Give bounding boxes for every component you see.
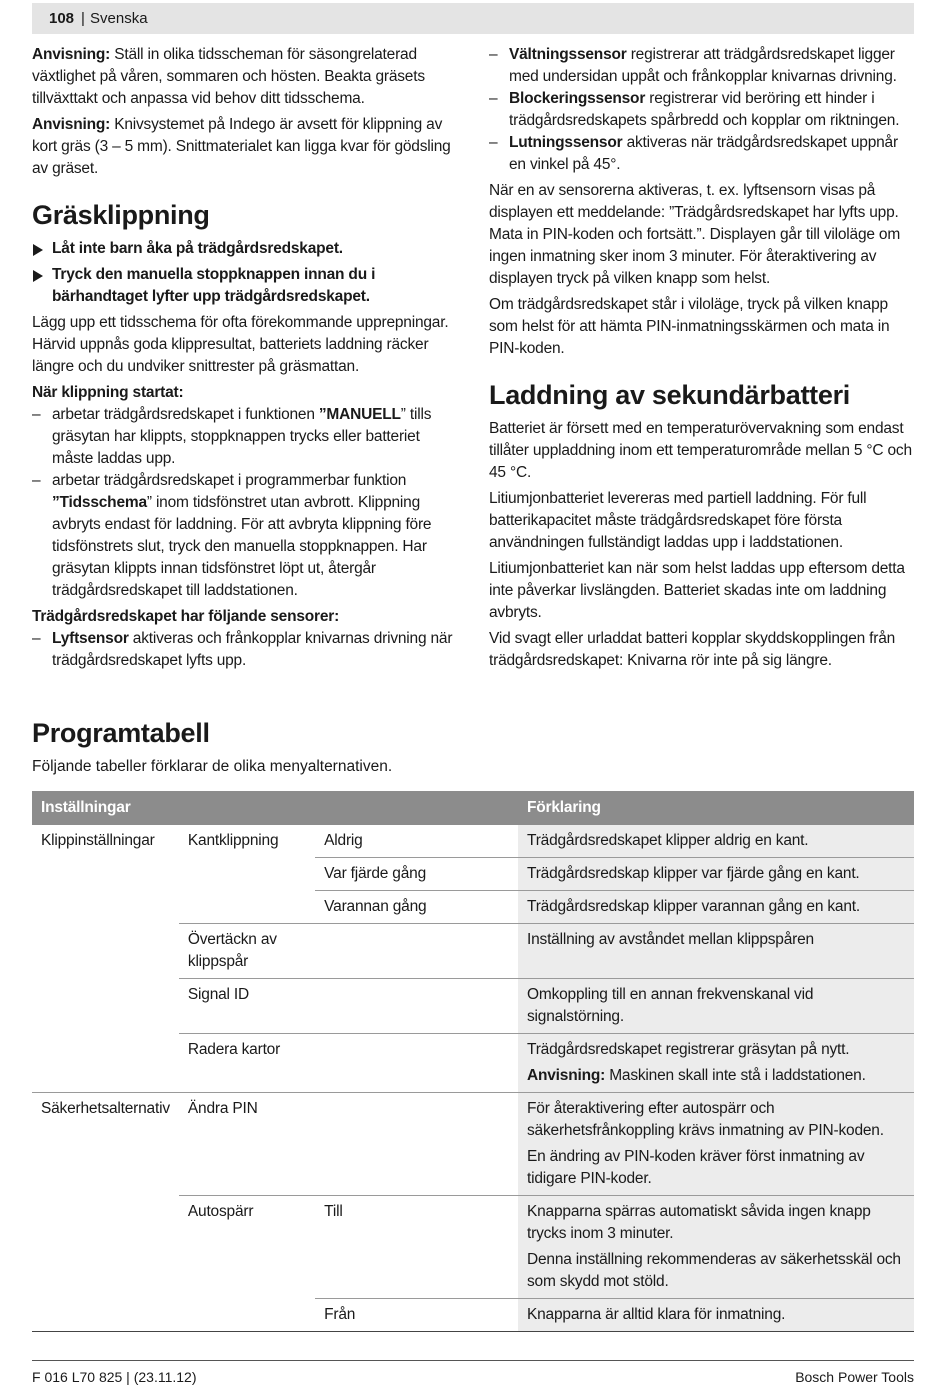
- page-header: [32, 3, 914, 34]
- option-cell: Aldrig: [315, 825, 518, 858]
- warning-text: Tryck den manuella stoppknappen innan du i bärhandtaget lyfter upp trädgårdsredskapet.: [52, 266, 376, 305]
- list-text: arbetar trädgårdsredskapet i programmerbar funktion: [52, 472, 407, 489]
- page-number: 108: [49, 10, 75, 27]
- explanation-cell: Omkoppling till en annan frekvenskanal vid signalstörning.: [518, 979, 914, 1034]
- sensor-name: Blockeringssensor: [509, 90, 646, 107]
- category-cell: Klippinställningar: [32, 825, 179, 1093]
- note-text: Maskinen skall inte stå i laddstationen.: [605, 1067, 866, 1084]
- note-label: Anvisning:: [32, 46, 111, 63]
- right-column: [489, 44, 915, 676]
- body-paragraph: När en av sensorerna aktiveras, t. ex. lyftsensorn visas på displayen ett meddelande: ”Trädgårdsredskapet har lyfts upp. Mata in PIN-koden och fortsätt.”. Displayen går till viloläge om ingen inmatning sker inom 3 minuter. För återaktivering av displayen tryck på vilken knapp som helst.: [489, 182, 901, 287]
- list-text: ” inom tidsfönstret utan avbrott. Klippning avbryts endast för laddning. För att avbryta klippning före tidsfönstrets slut, tryck den manuella stoppknappen. Har gräsytan klippts innan tidsfönstret löpt ut, återgår trädgårdsredskapet till laddstationen.: [52, 494, 432, 599]
- body-paragraph: Litiumjonbatteriet levereras med partiell laddning. För full batterikapacitet måste trädgårdsredskapet före första användningen fullständigt laddas upp i laddstationen.: [489, 490, 867, 551]
- header-settings: Inställningar: [32, 791, 518, 825]
- list-text: registrerar vid beröring ett hinder i trädgårdsredskapets spårbredd och kopplar om riktningen.: [509, 90, 900, 129]
- list-item: [489, 132, 915, 176]
- explanation-cell: [518, 1034, 914, 1093]
- subheading: När klippning startat:: [32, 384, 184, 401]
- page-footer: [32, 1360, 914, 1385]
- explanation-cell: Trädgårdsredskapet klipper aldrig en kant.: [518, 825, 914, 858]
- warning-item: [32, 238, 462, 260]
- left-column: [32, 44, 462, 672]
- setting-cell: Övertäckn av klippspår: [179, 924, 315, 979]
- list-text: aktiveras när trädgårdsredskapet uppnår en vinkel på 45°.: [509, 134, 898, 173]
- sensor-name: Lutningssensor: [509, 134, 623, 151]
- explanation-cell: Inställning av avståndet mellan klippspåren: [518, 924, 914, 979]
- note-paragraph: [32, 114, 462, 180]
- explanation-cell: Trädgårdsredskap klipper var fjärde gång en kant.: [518, 858, 914, 891]
- list-item: [489, 88, 915, 132]
- list-item: [32, 628, 462, 672]
- program-intro: Följande tabeller förklarar de olika menyalternativen.: [32, 758, 393, 775]
- list-item: [489, 44, 915, 88]
- note-label: Anvisning:: [32, 116, 111, 133]
- mode-name: ”MANUELL: [318, 406, 401, 423]
- option-cell: Till: [315, 1196, 518, 1299]
- explanation-text: Trädgårdsredskapet registrerar gräsytan på nytt.: [527, 1041, 850, 1058]
- option-cell: [315, 979, 518, 1034]
- dash-bullet: –: [489, 90, 498, 107]
- dash-bullet: –: [489, 134, 498, 151]
- document-code: F 016 L70 825 | (23.11.12): [32, 1369, 197, 1385]
- body-paragraph: Vid svagt eller urladdat batteri kopplar skyddskopplingen från trädgårdsredskapet: Knivarna rör inte på sig längre.: [489, 630, 896, 669]
- note-text: Ställ in olika tidsscheman för säsongrelaterad växtlighet på våren, sommaren och hösten. Beakta gräsets tillväxttakt och anpassa vid behov ditt tidsschema.: [32, 46, 425, 107]
- warning-text: Låt inte barn åka på trädgårdsredskapet.: [52, 240, 343, 257]
- category-cell: Säkerhetsalternativ: [32, 1093, 179, 1332]
- dash-bullet: –: [32, 630, 41, 647]
- list-item: [32, 404, 462, 470]
- section-heading-laddning: Laddning av sekundärbatteri: [489, 380, 850, 410]
- warning-item: [32, 264, 462, 308]
- dash-bullet: –: [32, 472, 41, 489]
- explanation-note: [527, 1065, 905, 1087]
- body-paragraph: Batteriet är försett med en temperaturövervakning som endast tillåter uppladdning inom ett temperaturområde mellan 5 °C och 45 °C.: [489, 420, 912, 481]
- list-text: registrerar att trädgårdsredskapet ligger med undersidan uppåt och frånkopplar knivarnas drivning.: [509, 46, 897, 85]
- body-paragraph: Lägg upp ett tidsschema för ofta förekommande upprepningar. Härvid uppnås goda klippresultat, batteriets laddning räcker längre och du undviker snittrester på gräsmattan.: [32, 314, 449, 375]
- list-text: ” tills gräsytan har klippts, stoppknappen trycks eller batteriet måste laddas upp.: [52, 406, 432, 467]
- option-cell: Varannan gång: [315, 891, 518, 924]
- mode-name: ”Tidsschema: [52, 494, 147, 511]
- program-table: [32, 791, 914, 1332]
- note-paragraph: [32, 44, 462, 110]
- program-section: [32, 716, 392, 778]
- explanation-text: Denna inställning rekommenderas av säkerhetsskäl och som skydd mot stöld.: [527, 1251, 901, 1290]
- explanation-text: Knapparna spärras automatiskt såvida ingen knapp trycks inom 3 minuter.: [527, 1203, 871, 1242]
- list-item: [32, 470, 462, 602]
- explanation-cell: Knapparna är alltid klara för inmatning.: [518, 1299, 914, 1332]
- dash-bullet: –: [32, 406, 41, 423]
- option-cell: Var fjärde gång: [315, 858, 518, 891]
- note-text: Knivsystemet på Indego är avsett för klippning av kort gräs (3 – 5 mm). Snittmaterialet kan ligga kvar för gödsling av gräset.: [32, 116, 451, 177]
- setting-cell: Signal ID: [179, 979, 315, 1034]
- setting-cell: Ändra PIN: [179, 1093, 315, 1196]
- explanation-text: För återaktivering efter autospärr och säkerhetsfrånkoppling krävs inmatning av PIN-koden.: [527, 1100, 884, 1139]
- list-text: aktiveras och frånkopplar knivarnas drivning när trädgårdsredskapet lyfts upp.: [52, 630, 453, 669]
- section-heading-grasklippning: Gräsklippning: [32, 200, 210, 230]
- sensor-name: Vältningssensor: [509, 46, 627, 63]
- explanation-cell: Trädgårdsredskap klipper varannan gång en kant.: [518, 891, 914, 924]
- explanation-text: En ändring av PIN-koden kräver först inmatning av tidigare PIN-koder.: [527, 1148, 865, 1187]
- table-row: [32, 1093, 914, 1196]
- option-cell: Från: [315, 1299, 518, 1332]
- setting-cell: Kantklippning: [179, 825, 315, 924]
- language-label: Svenska: [90, 10, 148, 27]
- explanation-cell: [518, 1196, 914, 1299]
- table-row: [32, 825, 914, 858]
- arrow-bullet-icon: [33, 244, 43, 256]
- setting-cell: Autospärr: [179, 1196, 315, 1332]
- note-label: Anvisning:: [527, 1067, 606, 1084]
- list-text: arbetar trädgårdsredskapet i funktionen: [52, 406, 319, 423]
- option-cell: [315, 1093, 518, 1196]
- explanation-cell: [518, 1093, 914, 1196]
- body-paragraph: Litiumjonbatteriet kan när som helst laddas upp eftersom detta inte påverkar livslängden. Batteriet skadas inte om laddning avbryts.: [489, 560, 905, 621]
- option-cell: [315, 1034, 518, 1093]
- brand-name: Bosch Power Tools: [795, 1369, 914, 1385]
- sensor-name: Lyftsensor: [52, 630, 129, 647]
- body-paragraph: Om trädgårdsredskapet står i viloläge, tryck på vilken knapp som helst för att hämta PIN-inmatningsskärmen och mata in PIN-koden.: [489, 296, 890, 357]
- subheading: Trädgårdsredskapet har följande sensorer:: [32, 608, 340, 625]
- dash-bullet: –: [489, 46, 498, 63]
- option-cell: [315, 924, 518, 979]
- table-header-row: [32, 791, 914, 825]
- header-separator: |: [81, 10, 85, 27]
- setting-cell: Radera kartor: [179, 1034, 315, 1093]
- section-heading-programtabell: Programtabell: [32, 718, 210, 748]
- arrow-bullet-icon: [33, 270, 43, 282]
- header-explanation: Förklaring: [518, 791, 914, 825]
